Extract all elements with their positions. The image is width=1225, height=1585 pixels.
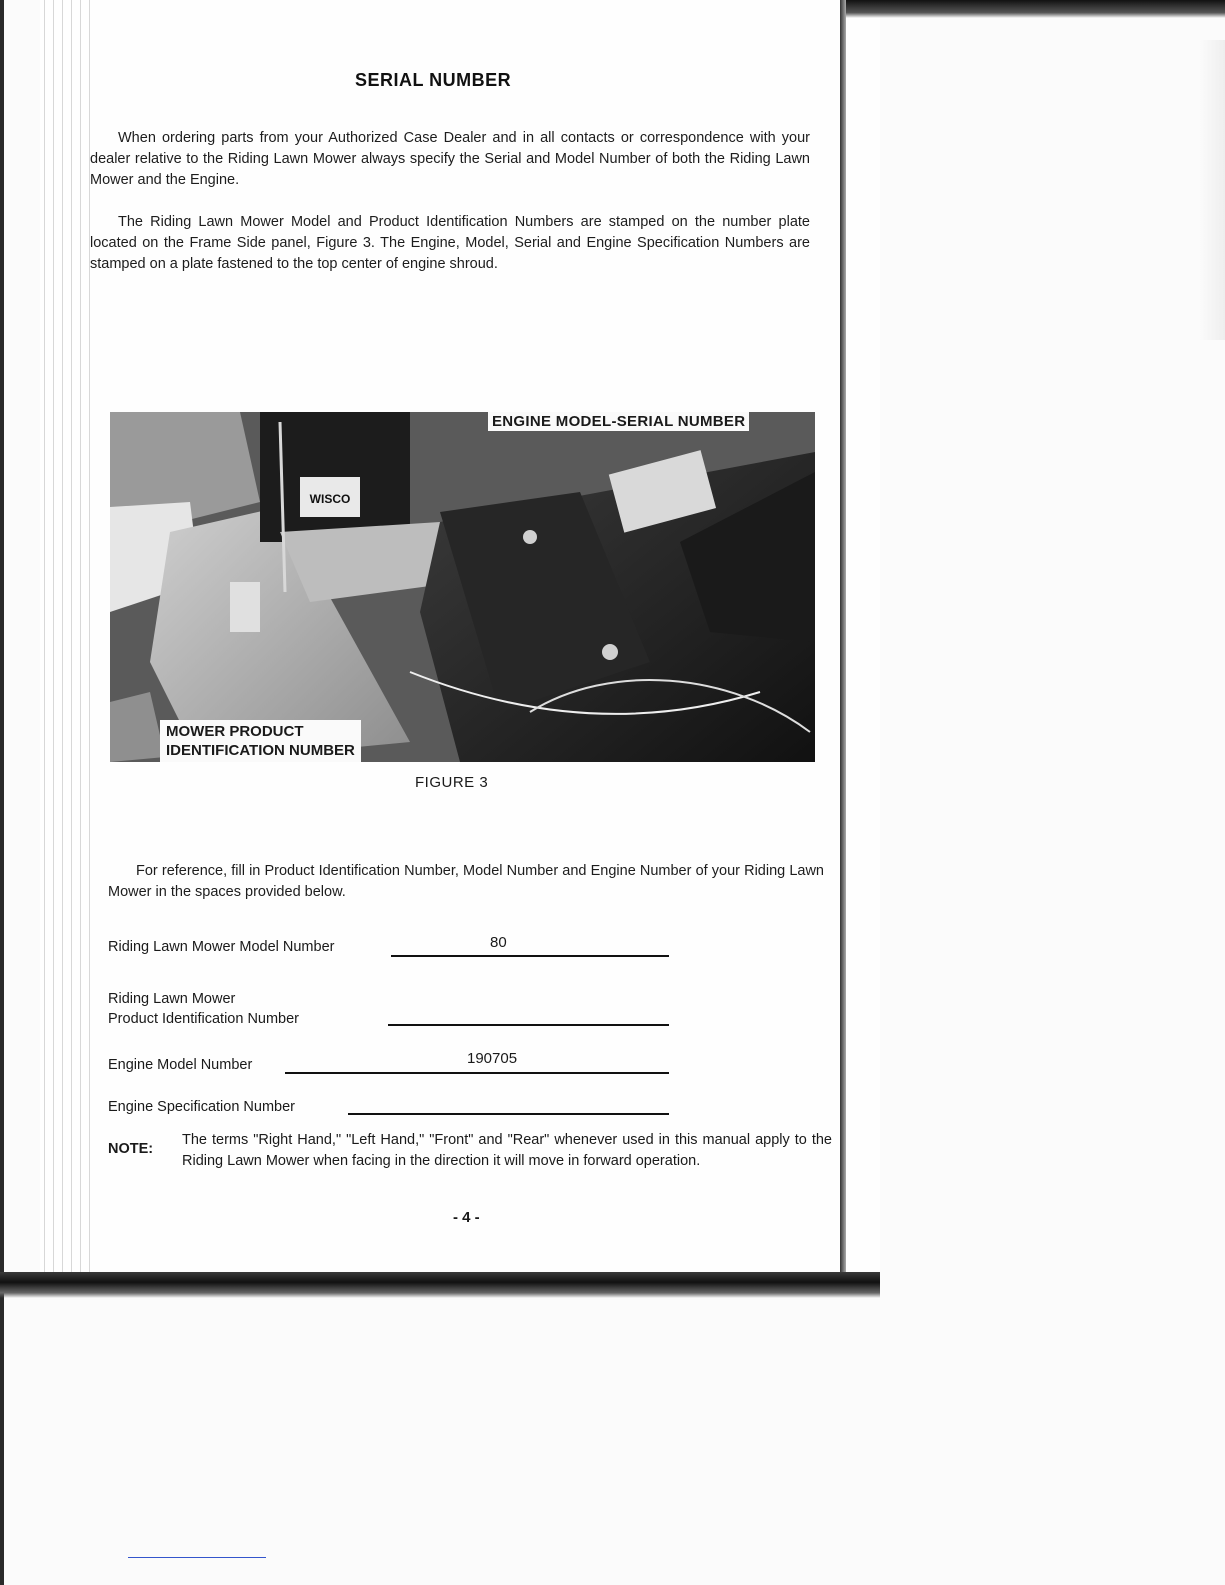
model-number-line bbox=[391, 955, 669, 957]
battery-label: WISCO bbox=[309, 492, 351, 506]
page-right-edge bbox=[840, 0, 846, 1275]
page-title: SERIAL NUMBER bbox=[355, 70, 512, 90]
paragraph-ordering-parts: When ordering parts from your Authorized Case Dealer and in all contacts or correspondence with your dealer relative to the Riding Lawn Mower always specify the Serial and Model Number of both the Riding Lawn Mower and the Engine. bbox=[90, 130, 810, 188]
binding-spine bbox=[0, 0, 4, 1585]
page-number: - 4 - bbox=[453, 1209, 480, 1226]
cover-screw-top bbox=[523, 530, 537, 544]
page-bottom-shadow bbox=[0, 1272, 880, 1298]
figure-caption: FIGURE 3 bbox=[415, 774, 489, 791]
paragraph-reference: For reference, fill in Product Identification Number, Model Number and Engine Number of your Riding Lawn Mower in the spaces provided below. bbox=[108, 863, 824, 900]
engine-spec-line bbox=[348, 1113, 669, 1115]
engine-model-line bbox=[285, 1072, 669, 1074]
engine-serial-callout: ENGINE MODEL-SERIAL NUMBER bbox=[488, 412, 749, 431]
engine-model-value[interactable]: 190705 bbox=[467, 1050, 518, 1067]
paragraph-number-locations: The Riding Lawn Mower Model and Product Identification Numbers are stamped on the number plate located on the Frame Side panel, Figure 3. The Engine, Model, Serial and Engine Specification Numbers are stamped on a plate fastened to the top center of engine shroud. bbox=[90, 214, 810, 272]
model-number-value[interactable]: 80 bbox=[490, 934, 507, 951]
page-stack-edges bbox=[40, 0, 90, 1275]
product-id-line bbox=[388, 1024, 669, 1026]
scan-artifact-line bbox=[128, 1557, 266, 1558]
model-number-label: Riding Lawn Mower Model Number bbox=[108, 939, 335, 955]
scan-top-shadow bbox=[840, 0, 1225, 18]
callout-line: MOWER PRODUCT bbox=[166, 723, 304, 740]
cover-screw-bottom bbox=[602, 644, 618, 660]
engine-model-label: Engine Model Number bbox=[108, 1057, 253, 1073]
product-id-plate bbox=[230, 582, 260, 632]
mower-engine-photo bbox=[110, 412, 815, 762]
scan-shading bbox=[1200, 40, 1225, 340]
product-id-label-line2: Product Identification Number bbox=[108, 1011, 300, 1027]
engine-spec-label: Engine Specification Number bbox=[108, 1099, 295, 1115]
note-text: The terms "Right Hand," "Left Hand," "Front" and "Rear" whenever used in this manual apply to the Riding Lawn Mower when facing in the direction it will move in forward operation. bbox=[182, 1132, 832, 1169]
callout-line: IDENTIFICATION NUMBER bbox=[166, 742, 355, 759]
note-label: NOTE: bbox=[108, 1141, 154, 1157]
figure-3-photo bbox=[110, 412, 815, 762]
product-id-label-line1: Riding Lawn Mower bbox=[108, 991, 236, 1007]
mower-product-id-callout bbox=[160, 720, 361, 762]
